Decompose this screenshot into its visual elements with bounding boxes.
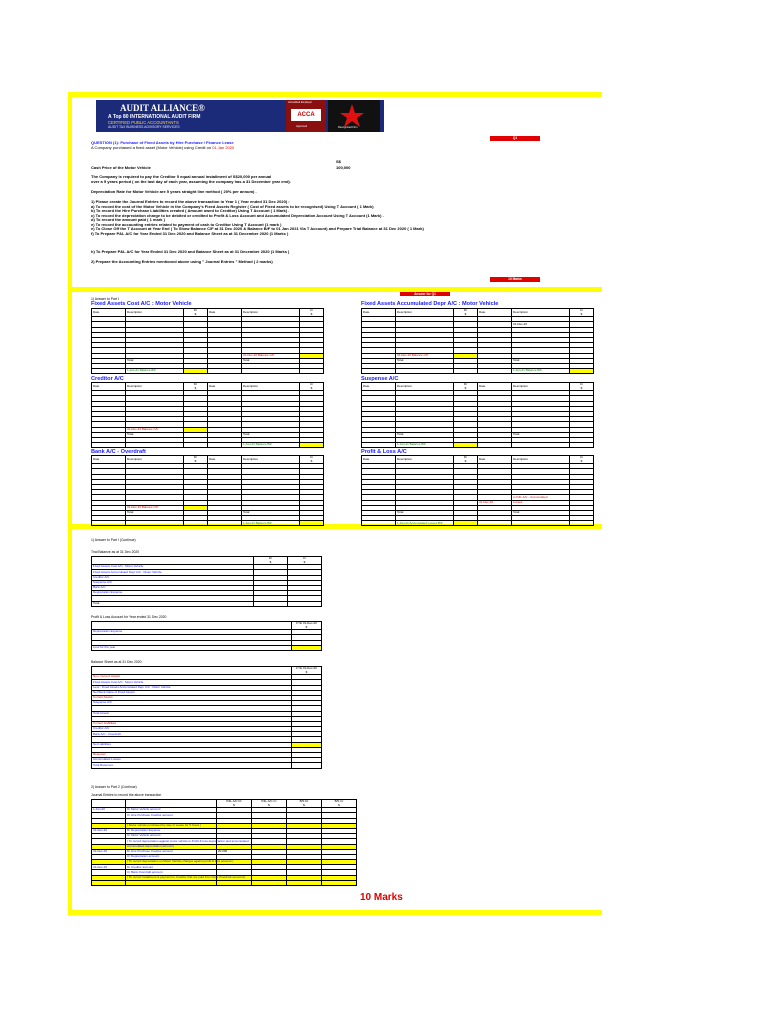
bank-title: Bank A/C - Overdraft: [91, 449, 146, 455]
pl-title: Profit & Loss A/C: [361, 449, 407, 455]
star-logo: Recognised Firm: [328, 100, 380, 132]
fixed-cost-t-account: Date Description Dr $ Date Description Cr $ 31-Dec-20 Balance C/F Total Total 1-Jan-21 Balance B/F: [91, 308, 324, 374]
question-item-6: e) To Close Off the T Account at Year End ( To Show Balance C/F at 31 Dec 2020 & Balance B/F to 01 Jan 2021 Via T Account) and Prepare Trial Balance at 31 Dec 2020 ( 1 Mark): [91, 226, 424, 231]
pl-statement-title: Profit & Loss Account for Year ended 31 Dec 2020: [91, 615, 167, 619]
cost-value: 100,000: [336, 165, 351, 170]
suspense-title: Suspense A/C: [361, 376, 399, 382]
trial-balance-title: Trial Balance as at 31 Dec 2020: [91, 550, 140, 554]
question-item-4: d) To record the amount paid ( 1 mark ): [91, 217, 165, 222]
brand-tagline: A Top 80 INTERNATIONAL AUDIT FIRM: [108, 114, 201, 120]
acca-logo: Accredited Employer ACCA Approved: [286, 100, 326, 132]
fixed-cost-title: Fixed Assets Cost A/C : Motor Vehicle: [91, 301, 192, 307]
question-red-box: Q1: [490, 136, 540, 141]
balance-sheet-title: Balance Sheet as at 31 Dec 2020: [91, 660, 142, 664]
bottom-yellow-bar: [68, 910, 602, 915]
brand-name: AUDIT ALLIANCE®: [120, 103, 205, 113]
marks-label: 10 Marks: [360, 892, 403, 903]
fixed-depr-t-account: Date Description Dr $ Date Description Cr $ 31-Dec-20 31-Dec-20 Balance C/F Total Total 1-Jan-21 Balance B/F: [361, 308, 594, 374]
marks-box: 10 Marks: [490, 277, 540, 282]
pl-t-account: Date Description Dr $ Date Description Cr $ to P&L A/C - Accumulated 31-Dec-20 Losses Total Total 1-Jan-21 Accumulated Losses B/F: [361, 455, 594, 526]
journal-title: Journal Entries to record the above transaction: [91, 793, 162, 797]
top-yellow-bar: [68, 92, 602, 97]
part2-intro: 2) Answer to Part 2 (Continue): [91, 785, 137, 789]
brand-tagline-2: CERTIFIED PUBLIC ACCOUNTANTS: [108, 120, 179, 125]
question-item-2-journal: 2) Prepare the Accounting Entries mentioned above using " Journal Entries " Method ( 2 marks): [91, 259, 273, 264]
pl-statement-grid: FYE 31-Dec-20 $ Depreciation Expense Loss for the year: [91, 621, 322, 651]
bank-t-account: Date Description Dr $ Date Description Cr $ 31-Dec-20 Balance C/F Total Total 1-Jan-21 Balance B/F: [91, 455, 324, 526]
fixed-depr-title: Fixed Assets Accumulated Depr A/C : Motor Vehicle: [361, 301, 499, 307]
question-item-0: 1) Please create the Journal Entries to record the above transaction in Year 1 ( Year ended 31 Dec 2020) :: [91, 199, 290, 204]
trial-balance-grid: Dr $ Cr $ Fixed Assets Cost A/C : Motor Vehicle Fixed Assets Accumulated Depr A/C : Motor Vehicle Creditor A/C Suspense A/C Bank A/C Depreciation Expense Total: [91, 556, 322, 607]
suspense-t-account: Date Description Dr $ Date Description Cr $ Total Total 1-Jan-21 Balance B/F: [361, 382, 594, 448]
currency-label: S$: [336, 159, 341, 164]
part1b-intro: 1) Answer to Part I (Continue): [91, 538, 136, 542]
question-item-3: c) To record the depreciation charge to be debited or credited to Profit & Loss Account and Accumulated Depreciation Account Using T Account (1 Mark) .: [91, 212, 384, 218]
creditor-title: Creditor A/C: [91, 376, 124, 382]
cost-label: Cash Price of the Motor Vehicle: [91, 165, 151, 170]
question-item-2: b) To record the Hire Purchase Liabilities created ( Amount owed to Creditor) Using T Account ( 1 Mark) .: [91, 208, 290, 213]
answer-banner: Answer for Q1: [400, 292, 450, 296]
part1-intro: 1) Answer to Part I: [91, 297, 119, 301]
divider-yellow-bar-1: [68, 287, 602, 292]
question-item-5: e) To record the accounting entries related to payment of cash to Creditor Using T Account (1 mark ): [91, 221, 282, 227]
brand-tagline-3: AUDIT TAX BUSINESS ADVISORY SERVICES: [108, 125, 180, 129]
question-line1: A Company purchased a fixed asset (Motor Vehicle) using Credit on 01 Jan 2020: [91, 145, 235, 150]
question-para-1: The Company is required to pay the Creditor 5 equal annual installment of S$20,000 per annual: [91, 174, 272, 179]
question-item-1: a) To record the cost of the Motor Vehicle in the Company's Fixed Assets Register ( Cost of Fixed assets to be recognised) Using T Account ( 1 Mark): [91, 203, 374, 209]
question-title: QUESTION (1): Purchase of Fixed Assets by Hire Purchase / Finance Lease: [91, 140, 234, 145]
journal-grid: P&L A/C Dr $ P&L A/C Cr $ B/S Dr $ B/S Cr $ 1-Jan-20 Dr Motor Vehicle account Cr Hire Purchase Creditor account ( Motor vehicle purchased by way of Lease for 5 Years ) 31-Dec-20 Dr Depreciation Expense Cr Motor Vehicle account ( To record depreciation against motor vehicle to Profit & loss depreciation and accumulated Accumulated depreciation account) 31-Dec-20 Dr Hire Purchase Creditor account 20,000 Cr Depreciation account ( To record depreciation on Motor Vehicle charges against profit & loss account ) 31-Dec-20 Dr Creditor account Cr Bank Overdraft account ( To record installment & payment to Creditor that are paid from bank Overdraft accounts): [91, 799, 357, 886]
question-item-7: f) To Prepare P&L A/C for Year Ended 31 Dec 2020 and Balance Sheet as at 31 December 2020 (1 Marks ): [91, 230, 289, 236]
depreciation-rate: Depreciation Rate for Motor Vehicle are 5 years straight line method ( 20% per annum) .: [91, 189, 257, 194]
question-para-2: over a 5 years period ( on the last day of each year, assuming the company has a 31 December year end).: [91, 179, 291, 184]
question-item-h: h) To Prepare P&L A/C for Year Ended 31 Dec 2020 and Balance Sheet as at 31 December 2020 (1 Marks ): [91, 249, 290, 254]
creditor-t-account: Date Description Dr $ Date Description Cr $ 31-Dec-20 Balance C/F Total Total 1-Jan-21 Balance B/F: [91, 382, 324, 448]
balance-sheet-grid: FYE 31-Dec-20 $ Non -Current Assets Fixed Assets Cost A/C : Motor Vehicle Less : Fixed Assets Accumulated Depr A/C : Motor Vehicle Net Book Value of Fixed Assets Current Assets Suspense A/C Total Assets Current Liabilities Creditor A/C Bank A/C - Overdraft Net Liabilities Reserves Accumulated Losses Total Reserves: [91, 666, 322, 769]
left-yellow-bar: [68, 92, 72, 914]
